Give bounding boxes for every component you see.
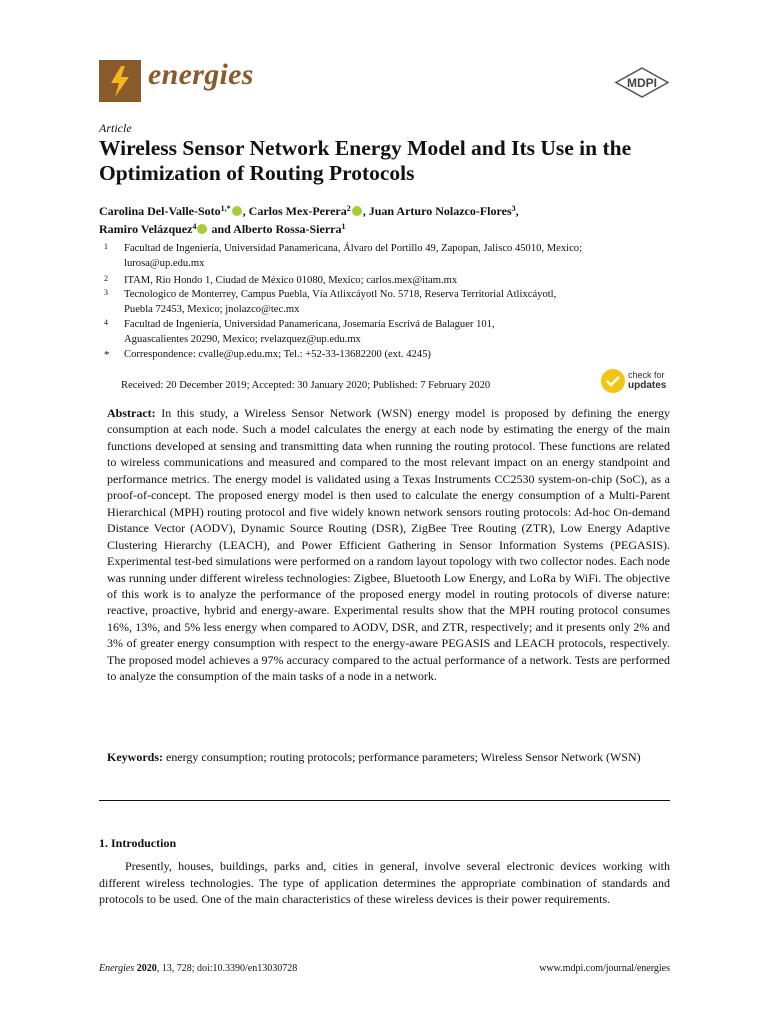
publisher-name: MDPI (627, 76, 657, 90)
abstract (107, 405, 670, 685)
orcid-icon[interactable] (352, 206, 362, 216)
author-affil-ref: 2 (346, 204, 351, 213)
abstract-text: In this study, a Wireless Sensor Network (WSN) energy model is proposed by defining the energy consumption at each node. Such a model calculates the energy at each node by estimating the energy of the main functions developed at sensing and transmitting data when running the routing protocol. These functions are related to wireless communications and measured and compared to the most relevant impact on an energy standpoint and performance metrics. The energy model is validated using a Texas Instruments CC2530 system-on-chip (SoC), as a proof-of-concept. The proposed energy model is then used to calculate the energy consumption of a Multi-Parent Hierarchical (MPH) routing protocol and five widely known network sensors routing protocols: Ad-hoc On-demand Distance Vector (AODV), Dynamic Source Routing (DSR), ZigBee Tree Routing (ZTR), Low Energy Adaptive Clustering Hierarchy (LEACH), and Power Efficient Gathering in Sensor Information Systems (PEGASIS). Experimental test-bed simulations were performed on a random layout topology with two collector nodes. Each node was running under different wireless technologies: Zigbee, Bluetooth Low Energy, and LoRa by WiFi. The objective of this work is to analyze the performance of the proposed energy model in routing protocols of diverse nature: reactive, proactive, hybrid and energy-aware. Experimental results show that the MPH routing protocol consumes 16%, 13%, and 5% less energy when compared to AODV, DSR, and ZTR, respectively; and it presents only 2% and 3% of greater energy consumption with respect to the energy-aware PEGASIS and LEACH protocols, respectively. The proposed model achieves a 97% accuracy compared to the actual performance of a network. Tests are performed to analyze the consumption of the main tasks of a node in a network. (107, 406, 670, 684)
orcid-icon[interactable] (232, 206, 242, 216)
author-name[interactable]: Juan Arturo Nolazco-Flores (368, 204, 512, 218)
author-name[interactable]: Ramiro Velázquez (99, 222, 193, 236)
affiliation-line: Tecnologico de Monterrey, Campus Puebla, Vía Atlixcáyotl No. 5718, Reserva Territorial Atlixcáyotl, (124, 289, 557, 300)
divider (99, 800, 670, 801)
footer-journal: Energies (99, 963, 135, 974)
affiliation-number: 3 (104, 288, 108, 297)
mdpi-logo (614, 67, 670, 98)
check-updates-line1: check for (628, 370, 665, 380)
author-affil-ref: 1 (341, 222, 346, 231)
affiliation-line: Aguascalientes 20290, Mexico; rvelazquez@up.edu.mx (124, 333, 361, 345)
paper-title: Wireless Sensor Network Energy Model and Its Use in the Optimization of Routing Protocols (99, 136, 632, 185)
abstract-label: Abstract: (107, 406, 156, 420)
keywords-label: Keywords: (107, 750, 163, 764)
section-heading: 1. Introduction (99, 836, 177, 850)
affiliation-number: * (104, 349, 110, 361)
article-type: Article (99, 121, 132, 135)
affiliation-line: Facultad de Ingeniería, Universidad Panamericana, Álvaro del Portillo 49, Zapopan, Jalisco 45010, Mexico; (124, 243, 583, 254)
citation-footer (99, 963, 297, 974)
keywords (107, 749, 670, 765)
author-affil-ref: 4 (192, 222, 197, 231)
footer-citation: , 13, 728; doi:10.3390/en13030728 (156, 963, 298, 974)
affiliation-line: Facultad de Ingeniería, Universidad Panamericana, Josemaría Escrivá de Balaguer 101, (124, 319, 495, 330)
check-for-updates-badge[interactable] (601, 369, 671, 393)
keywords-text: energy consumption; routing protocols; performance parameters; Wireless Sensor Network (WSN) (166, 750, 641, 764)
lightning-bolt-icon (99, 60, 141, 102)
author-name[interactable]: Carlos Mex-Perera (248, 204, 347, 218)
affiliation-line[interactable]: lurosa@up.edu.mx (124, 257, 205, 269)
orcid-icon[interactable] (197, 224, 207, 234)
publication-dates: Received: 20 December 2019; Accepted: 30 January 2020; Published: 7 February 2020 (121, 380, 491, 391)
affiliation-line: ITAM, Rio Hondo 1, Ciudad de México 01080, Mexico; carlos.mex@itam.mx (124, 275, 458, 286)
author-connector: and (211, 222, 231, 236)
journal-url[interactable]: www.mdpi.com/journal/energies (539, 963, 670, 974)
author-list: Carolina Del-Valle-Soto$^{1,*}$ , Carlos Mex-Perera$^2$ , Juan Arturo Nolazco-Flores$^3$, Ramiro Velázquez$^4$ and Alberto Rossa-Sierra$^1$ (99, 204, 519, 236)
author-name[interactable]: Carolina Del-Valle-Soto (99, 204, 221, 218)
author-affil-ref: 3 (511, 204, 516, 213)
affiliation-line: Correspondence: cvalle@up.edu.mx; Tel.: +52-33-13682200 (ext. 4245) (124, 349, 431, 360)
journal-logo (99, 60, 141, 102)
affiliation-number: 1 (104, 242, 108, 251)
footer-year: 2020 (136, 963, 157, 974)
affiliation-number: 2 (104, 274, 108, 283)
author-name[interactable]: Alberto Rossa-Sierra (233, 222, 342, 236)
affiliation-line: Puebla 72453, Mexico; jnolazco@tec.mx (124, 303, 300, 315)
check-updates-line2: updates (628, 380, 667, 391)
check-updates-icon (601, 369, 625, 393)
journal-name: energies (148, 58, 254, 91)
body-paragraph: Presently, houses, buildings, parks and, cities in general, involve several electronic devices working with different wireless technologies. The type of application determines the appropriate combination of standards and protocols to be used. One of the main characteristics of these wireless devices is their power requirements. (99, 859, 670, 907)
author-affil-ref: 1,* (220, 204, 231, 213)
affiliation-number: 4 (104, 318, 108, 327)
